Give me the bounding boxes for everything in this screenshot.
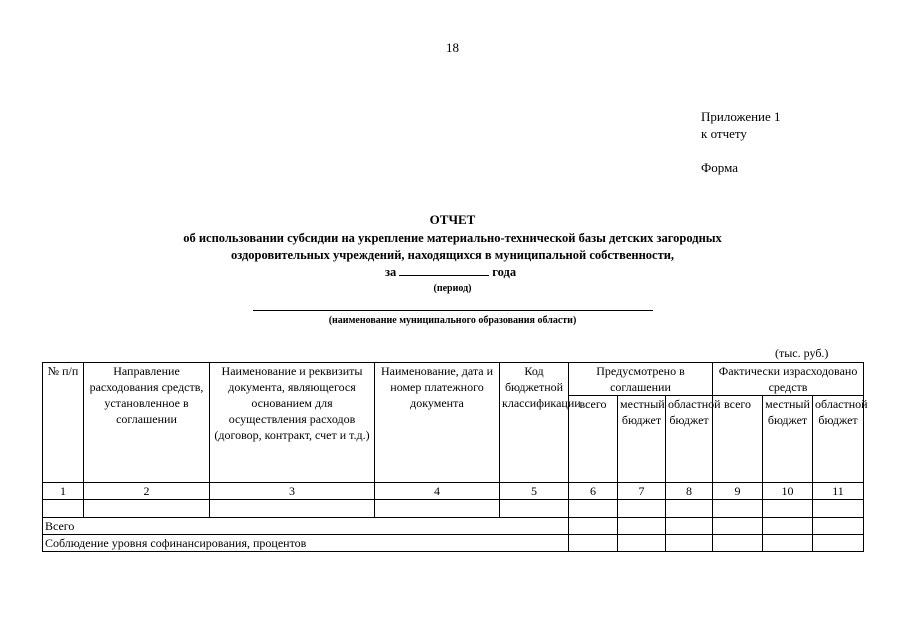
column-number: 10 [763, 483, 813, 500]
appendix-reference: к отчету [701, 126, 747, 141]
column-number: 7 [618, 483, 666, 500]
report-table [42, 362, 868, 552]
header-number: № п/п [43, 363, 84, 483]
table-cell [618, 535, 666, 552]
table-cell [569, 500, 618, 518]
period-caption: (период) [433, 283, 472, 294]
column-number: 11 [813, 483, 864, 500]
period-blank [399, 264, 489, 276]
header-actual-local: местный бюджет [763, 396, 813, 483]
table-cell [713, 518, 763, 535]
header-planned-total: всего [569, 396, 618, 483]
table-cell [813, 500, 864, 518]
header-planned-regional: областной бюджет [666, 396, 713, 483]
column-number: 6 [569, 483, 618, 500]
table-cell [500, 500, 569, 518]
total-row-label: Всего [43, 518, 569, 535]
municipality-blank-line [253, 310, 653, 311]
column-number: 4 [375, 483, 500, 500]
table-cell [375, 500, 500, 518]
table-cell [618, 500, 666, 518]
municipality-caption: (наименование муниципального образования области) [328, 315, 577, 326]
column-number: 8 [666, 483, 713, 500]
table-cell [666, 500, 713, 518]
column-numbers-row [43, 483, 864, 500]
form-label: Форма [701, 160, 738, 175]
header-payment-document: Наименование, дата и номер платежного документа [375, 363, 500, 483]
report-subtitle-line2: оздоровительных учреждений, находящихся в муниципальной собственности, [230, 248, 675, 262]
table-cell [713, 500, 763, 518]
table-cell [569, 518, 618, 535]
header-budget-code: Код бюджетной классификации [500, 363, 569, 483]
table-cell [569, 535, 618, 552]
table-row [43, 500, 864, 518]
table-cell [84, 500, 210, 518]
table-cell [813, 518, 864, 535]
table-cell [763, 535, 813, 552]
table-cell [618, 518, 666, 535]
table-cell [763, 500, 813, 518]
units-label: (тыс. руб.) [775, 346, 829, 360]
header-actual-regional: областной бюджет [813, 396, 864, 483]
header-actual-total: всего [713, 396, 763, 483]
table-cell [210, 500, 375, 518]
header-document: Наименование и реквизиты документа, являющегося основанием для осуществления расходов (договор, контракт, счет и т.д.) [210, 363, 375, 483]
period-prefix: за [385, 265, 397, 279]
table-cell [43, 500, 84, 518]
column-number: 1 [43, 483, 84, 500]
table-cell [666, 518, 713, 535]
header-actual: Фактически израсходовано средств [713, 363, 864, 396]
column-number: 3 [210, 483, 375, 500]
column-number: 9 [713, 483, 763, 500]
table-cell [763, 518, 813, 535]
table-cell [713, 535, 763, 552]
report-title: ОТЧЕТ [429, 212, 476, 227]
page-number: 18 [446, 40, 459, 55]
report-period-line [385, 264, 516, 280]
cofinancing-row [43, 535, 864, 552]
table-cell [666, 535, 713, 552]
appendix-title: Приложение 1 [701, 109, 781, 124]
table-cell [813, 535, 864, 552]
total-row [43, 518, 864, 535]
header-direction: Направление расходования средств, установленное в соглашении [84, 363, 210, 483]
period-suffix: года [492, 265, 517, 279]
cofinancing-row-label: Соблюдение уровня софинансирования, процентов [43, 535, 569, 552]
appendix-block [701, 108, 781, 142]
header-planned-local: местный бюджет [618, 396, 666, 483]
header-planned: Предусмотрено в соглашении [569, 363, 713, 396]
report-subtitle-line1: об использовании субсидии на укрепление материально-технической базы детских загородных [183, 231, 722, 245]
column-number: 2 [84, 483, 210, 500]
column-number: 5 [500, 483, 569, 500]
